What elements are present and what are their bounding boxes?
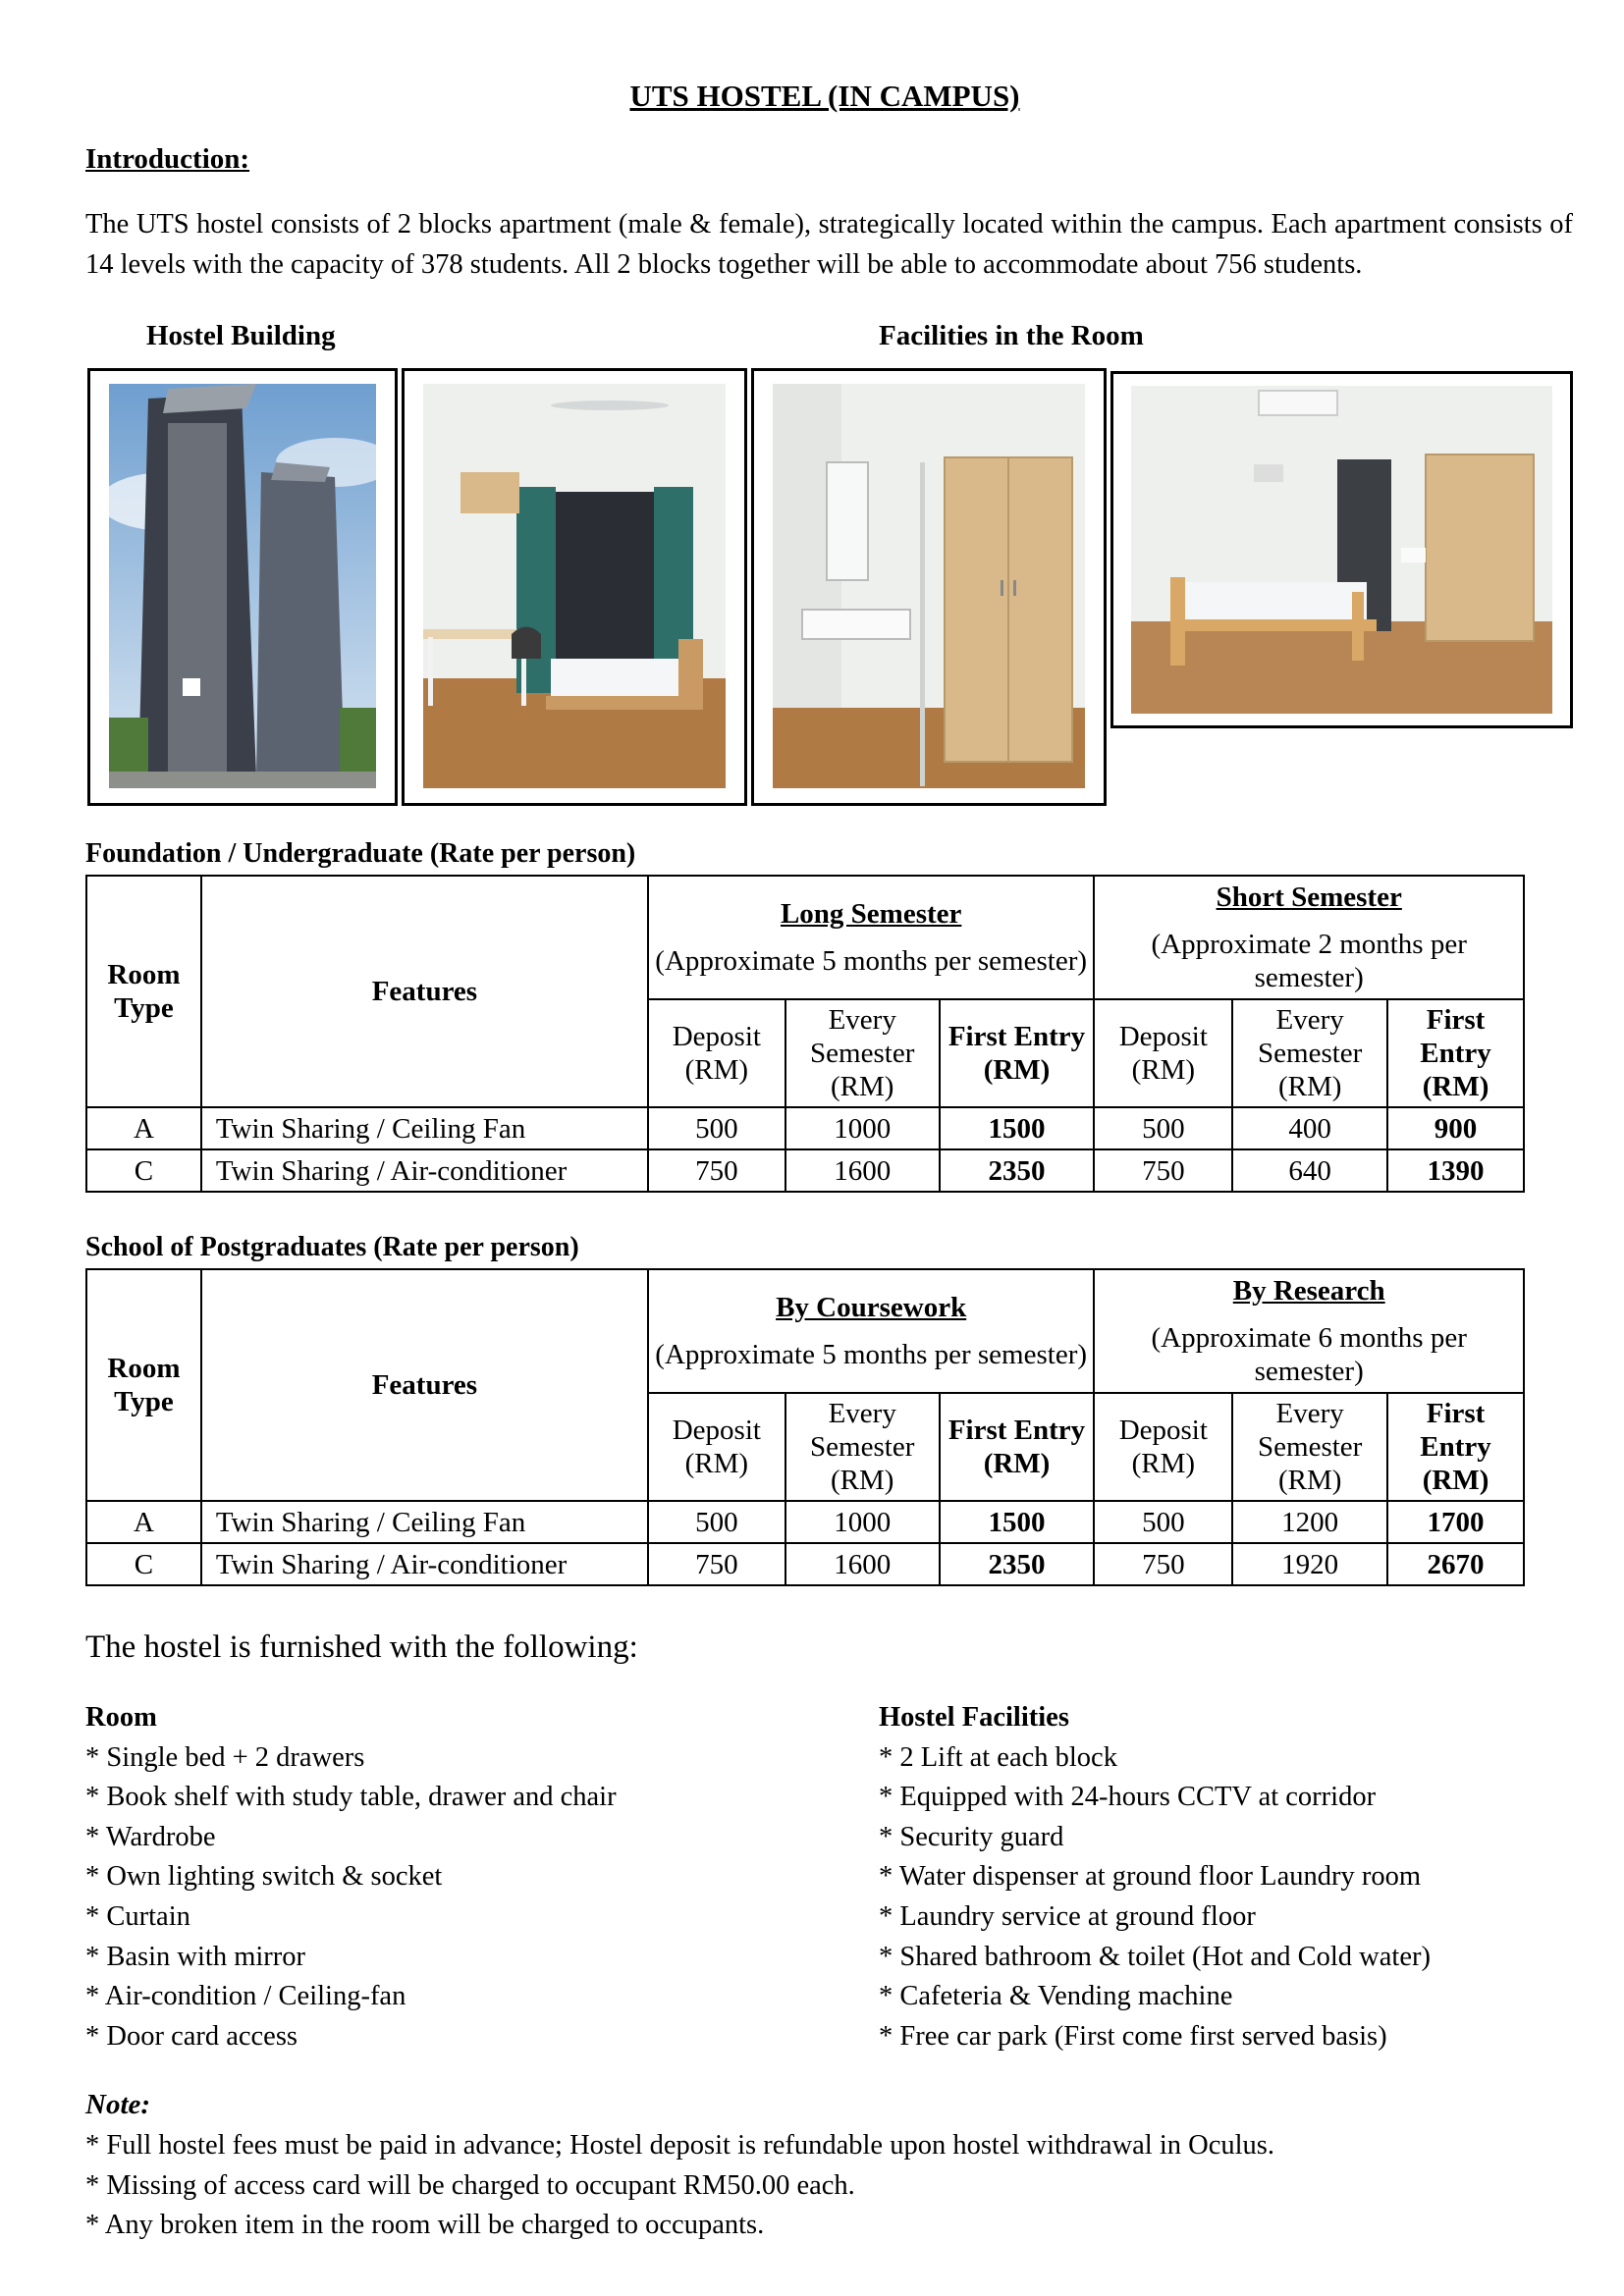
introduction-heading: Introduction: [85,143,250,175]
list-item: * Full hostel fees must be paid in advance; Hostel deposit is refundable upon hostel withdrawal in Oculus. [85,2130,1275,2161]
features-header: Features [201,876,648,1107]
list-item: * Cafeteria & Vending machine [879,1981,1233,2012]
first-entry-header: First Entry (RM) [1387,1393,1524,1501]
deposit-header: Deposit (RM) [648,999,785,1107]
postgrad-heading: School of Postgraduates (Rate per person) [85,1232,579,1262]
furnished-heading: The hostel is furnished with the following: [85,1629,638,1665]
page-title: UTS HOSTEL (IN CAMPUS) [629,79,1020,113]
caption-facilities-room: Facilities in the Room [879,320,1144,351]
photo-frame-building [87,368,398,806]
list-item: * Single bed + 2 drawers [85,1741,365,1773]
foundation-heading: Foundation / Undergraduate (Rate per person) [85,838,636,869]
table-row: A Twin Sharing / Ceiling Fan 500 1000 1500 500 400 900 [86,1107,1524,1149]
aircon-room-photo [1131,386,1552,714]
facilities-list [879,1698,1431,2056]
deposit-header: Deposit (RM) [648,1393,785,1501]
list-item: * Shared bathroom & toilet (Hot and Cold water) [879,1941,1431,1972]
list-item: * Any broken item in the room will be charged to occupants. [85,2210,765,2241]
every-semester-header: Every Semester (RM) [785,999,940,1107]
first-entry-header: First Entry (RM) [940,1393,1095,1501]
list-item: * Wardrobe [85,1821,216,1852]
hostel-building-photo [109,384,376,788]
note-heading: Note: [85,2089,151,2120]
first-entry-header: First Entry (RM) [940,999,1095,1107]
list-item: * Own lighting switch & socket [85,1861,443,1893]
note-list [85,2126,1274,2246]
short-semester-header: Short Semester (Approximate 2 months per semester) [1094,876,1524,999]
every-semester-header: Every Semester (RM) [1232,1393,1387,1501]
postgrad-rate-table [85,1268,1525,1586]
every-semester-header: Every Semester (RM) [785,1393,940,1501]
list-item: * Missing of access card will be charged to occupant RM50.00 each. [85,2169,855,2201]
list-item: * Basin with mirror [85,1941,306,1972]
room-list [85,1698,617,2056]
list-item: * Air-condition / Ceiling-fan [85,1981,406,2012]
list-item: * Book shelf with study table, drawer and chair [85,1782,617,1813]
coursework-header: By Coursework (Approximate 5 months per semester) [648,1269,1094,1393]
room-heading: Room [85,1702,157,1733]
caption-hostel-building: Hostel Building [146,320,336,351]
room-type-header: Room Type [86,876,201,1107]
photo-frame-aircon-room [1110,371,1573,728]
facilities-heading: Hostel Facilities [879,1702,1069,1733]
bedroom-photo [423,384,726,788]
table-row: A Twin Sharing / Ceiling Fan 500 1000 1500 500 1200 1700 [86,1501,1524,1543]
list-item: * Equipped with 24-hours CCTV at corridor [879,1782,1377,1813]
list-item: * Security guard [879,1821,1064,1852]
list-item: * Water dispenser at ground floor Laundry room [879,1861,1421,1893]
list-item: * Free car park (First come first served basis) [879,2020,1387,2052]
deposit-header: Deposit (RM) [1094,1393,1232,1501]
deposit-header: Deposit (RM) [1094,999,1232,1107]
foundation-rate-table [85,875,1525,1193]
list-item: * Door card access [85,2020,298,2052]
room-type-header: Room Type [86,1269,201,1501]
photo-frame-wardrobe [751,368,1107,806]
features-header: Features [201,1269,648,1501]
table-row: C Twin Sharing / Air-conditioner 750 1600 2350 750 1920 2670 [86,1543,1524,1585]
list-item: * Laundry service at ground floor [879,1900,1256,1932]
long-semester-header: Long Semester (Approximate 5 months per semester) [648,876,1094,999]
photo-frame-bedroom [402,368,747,806]
list-item: * Curtain [85,1900,190,1932]
table-row: C Twin Sharing / Air-conditioner 750 1600 2350 750 640 1390 [86,1149,1524,1192]
first-entry-header: First Entry (RM) [1387,999,1524,1107]
every-semester-header: Every Semester (RM) [1232,999,1387,1107]
research-header: By Research (Approximate 6 months per semester) [1094,1269,1524,1393]
list-item: * 2 Lift at each block [879,1741,1117,1773]
basin-wardrobe-photo [773,384,1085,788]
introduction-text: The UTS hostel consists of 2 blocks apartment (male & female), strategically located within the campus. Each apartment consists of 14 levels with the capacity of 378 students. All 2 blocks together will be able to accommodate about 756 students. [85,209,1573,280]
